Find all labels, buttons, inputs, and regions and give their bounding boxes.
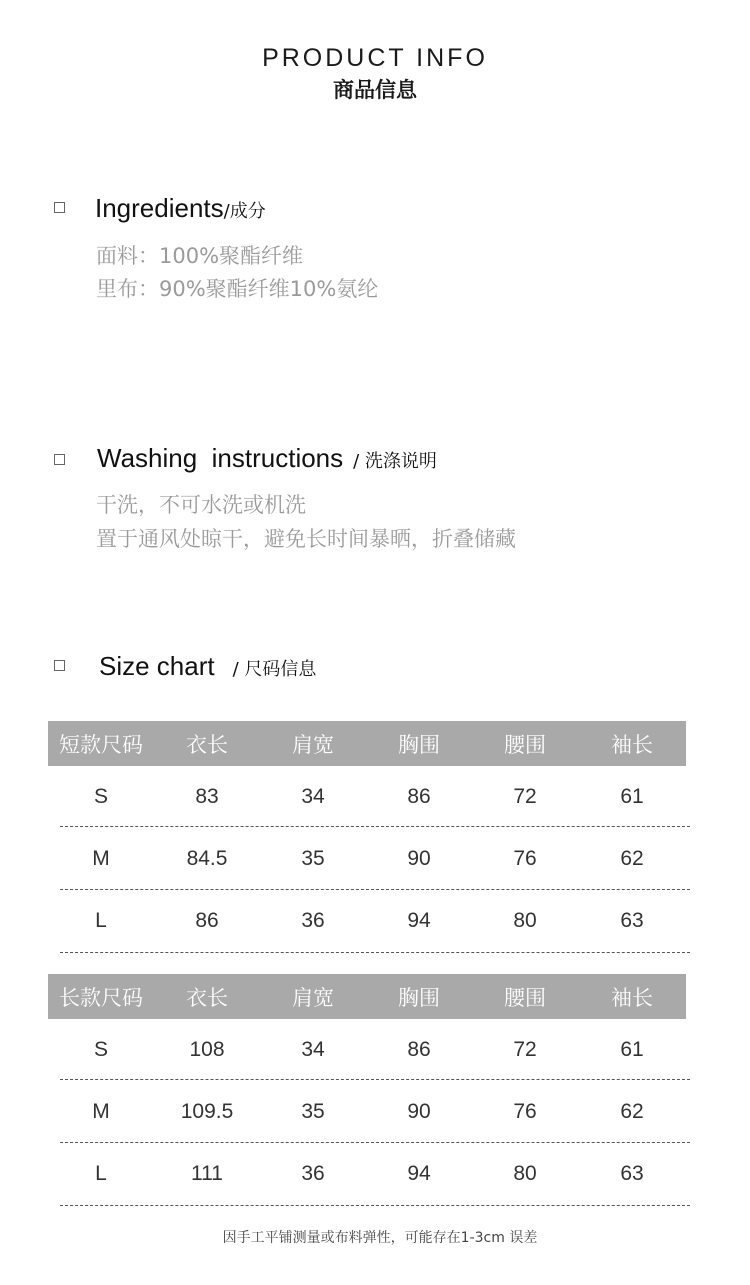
table-row — [48, 890, 686, 952]
washing-title-en: Washing instructions — [97, 443, 344, 473]
washing-heading — [97, 443, 437, 474]
size-chart-title-cn: / 尺码信息 — [232, 659, 317, 680]
cell-waist: 80 — [513, 909, 537, 932]
cell-shoulder: 35 — [301, 847, 325, 870]
cell-sleeve: 63 — [620, 909, 644, 932]
cell-waist: 76 — [513, 1100, 537, 1123]
header-size: 短款尺码 — [48, 721, 154, 766]
header-shoulder: 肩宽 — [260, 974, 366, 1019]
row-divider — [60, 1079, 690, 1080]
cell-bust: 90 — [407, 847, 431, 870]
table-row — [48, 1019, 686, 1081]
cell-shoulder: 34 — [301, 785, 325, 808]
cell-sleeve: 62 — [620, 847, 644, 870]
ingredients-line-fabric: 面料：100%聚酯纤维 — [96, 244, 304, 268]
cell-length: 109.5 — [180, 1100, 234, 1123]
cell-sleeve: 62 — [620, 1100, 644, 1123]
header-size: 长款尺码 — [48, 974, 154, 1019]
ingredients-heading — [95, 193, 266, 224]
row-divider — [60, 952, 690, 953]
long-size-table — [48, 974, 686, 1205]
header-waist: 腰围 — [472, 974, 578, 1019]
page-subtitle: 商品信息 — [333, 78, 417, 102]
cell-shoulder: 36 — [301, 909, 325, 932]
page-title: PRODUCT INFO — [262, 44, 488, 72]
cell-sleeve: 63 — [620, 1162, 644, 1185]
row-divider — [60, 826, 690, 827]
cell-size: L — [95, 909, 107, 932]
cell-length: 84.5 — [186, 847, 228, 870]
cell-shoulder: 34 — [301, 1038, 325, 1061]
table-row — [48, 766, 686, 828]
row-divider — [60, 889, 690, 890]
row-divider — [60, 1142, 690, 1143]
table-row — [48, 828, 686, 890]
cell-bust: 86 — [407, 1038, 431, 1061]
cell-bust: 94 — [407, 909, 431, 932]
washing-line-2: 置于通风处晾干，避免长时间暴晒，折叠储藏 — [96, 527, 516, 551]
measurement-note: 因手工平铺测量或布料弹性，可能存在1-3cm 误差 — [222, 1230, 538, 1246]
cell-bust: 90 — [407, 1100, 431, 1123]
cell-shoulder: 35 — [301, 1100, 325, 1123]
ingredients-title-en: Ingredients — [95, 193, 224, 223]
size-chart-title-en: Size chart — [99, 651, 215, 681]
cell-waist: 72 — [513, 1038, 537, 1061]
cell-size: M — [92, 847, 110, 870]
table-header-row — [48, 721, 686, 766]
cell-length: 86 — [195, 909, 219, 932]
header-shoulder: 肩宽 — [260, 721, 366, 766]
cell-length: 111 — [191, 1162, 223, 1185]
cell-bust: 94 — [407, 1162, 431, 1185]
ingredients-title-cn: /成分 — [223, 201, 266, 222]
size-chart-checkbox-icon — [54, 660, 65, 671]
table-row — [48, 1081, 686, 1143]
ingredients-checkbox-icon — [54, 202, 65, 213]
washing-line-1: 干洗，不可水洗或机洗 — [96, 493, 306, 517]
header-bust: 胸围 — [366, 974, 472, 1019]
cell-length: 83 — [195, 785, 219, 808]
cell-waist: 72 — [513, 785, 537, 808]
header-sleeve: 袖长 — [578, 721, 686, 766]
cell-length: 108 — [189, 1038, 225, 1061]
cell-size: L — [95, 1162, 107, 1185]
header-bust: 胸围 — [366, 721, 472, 766]
header-waist: 腰围 — [472, 721, 578, 766]
short-size-table — [48, 721, 686, 952]
cell-waist: 80 — [513, 1162, 537, 1185]
cell-size: S — [93, 1038, 108, 1061]
washing-title-cn: / 洗涤说明 — [353, 451, 437, 472]
washing-checkbox-icon — [54, 454, 65, 465]
table-row — [48, 1143, 686, 1205]
cell-bust: 86 — [407, 785, 431, 808]
cell-size: S — [93, 785, 108, 808]
cell-shoulder: 36 — [301, 1162, 325, 1185]
ingredients-line-lining: 里布：90%聚酯纤维10%氨纶 — [96, 277, 379, 301]
size-chart-heading — [99, 651, 316, 682]
cell-sleeve: 61 — [620, 785, 644, 808]
header-sleeve: 袖长 — [578, 974, 686, 1019]
cell-sleeve: 61 — [620, 1038, 644, 1061]
cell-waist: 76 — [513, 847, 537, 870]
cell-size: M — [92, 1100, 110, 1123]
table-header-row — [48, 974, 686, 1019]
row-divider — [60, 1205, 690, 1206]
header-length: 衣长 — [154, 721, 260, 766]
header-length: 衣长 — [154, 974, 260, 1019]
